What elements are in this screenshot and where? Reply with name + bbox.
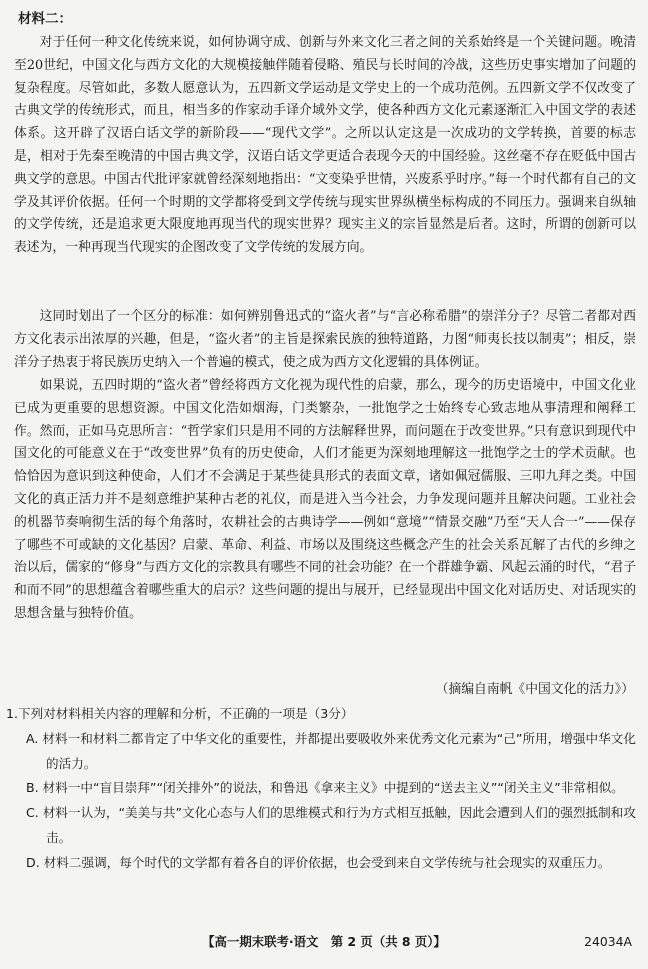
paragraph-text: 这同时划出了一个区分的标准：如何辨别鲁迅式的“盗火者”与“言必称希腊”的崇洋分子？尽管二者都对西方文化表示出浓厚的兴趣，但是，“盗火者”的主旨是探索民族的独特道路，力图“师夷长技以制夷”；相反，崇洋分子热衷于将民族历史纳入一个普遍的模式，使之成为西方文化逻辑的具体例证。 — [14, 309, 636, 370]
question-stem: 1.下列对材料相关内容的理解和分析，不正确的一项是（3分） — [6, 706, 354, 721]
option-d: D. 材料二强调，每个时代的文学都有着各自的评价依据，也会受到来自文学传统与社会现实的双重压力。 — [26, 854, 611, 870]
footer-exam-code: 24034A — [584, 934, 632, 949]
option-a: A. 材料一和材料二都肯定了中华文化的重要性，并都提出要吸收外来优秀文化元素为“己”所用，增强中华文化的活力。 — [26, 730, 636, 771]
paragraph-2 — [14, 306, 636, 374]
paragraph-text: 如果说，五四时期的“盗火者”曾经将西方文化视为现代性的启蒙，那么，现今的历史语境中，中国文化业已成为更重要的思想资源。中国文化浩如烟海，门类繁杂，一批饱学之士始终专心致志地从事清理和阐释工作。然而，正如马克思所言：“哲学家们只是用不同的方法解释世界，而问题在于改变世界。”只有意识到现代中国文化的可能意义在于“改变世界”负有的历史使命，人们才能更为深刻地理解这一批饱学之士的学术贡献。也恰恰因为意识到这种使命，人们才不会满足于某些徒具形式的表面文章，诸如佩冠儒服、三叩九拜之类。中国文化的真正活力并不是刻意维护某种古老的礼仪，而是进入当今社会，力争发现问题并且解决问题。工业社会的机器节奏响彻生活的每个角落时，农耕社会的古典诗学——例如“意境”“情景交融”乃至“天人合一”——保存了哪些不可或缺的文化基因？启蒙、革命、利益、市场以及围绕这些概念产生的社会关系瓦解了古代的乡绅之治以后，儒家的“修身”与西方文化的宗教具有哪些不同的社会功能？在一个群雄争霸、风起云涌的时代，“君子和而不同”的思想蕴含着哪些重大的启示？这些问题的提出与展开，已经显现出中国文化对话历史、对话现实的思想含量与独特价值。 — [14, 378, 636, 621]
paragraph-3 — [14, 375, 636, 626]
page-footer — [0, 930, 648, 954]
option-c: C. 材料一认为，“美美与共”文化心态与人们的思维模式和行为方式相互抵触，因此会遭到人们的强烈抵制和攻击。 — [26, 805, 636, 845]
paragraph-text: 对于任何一种文化传统来说，如何协调守成、创新与外来文化三者之间的关系始终是一个关键问题。晚清至20世纪，中国文化与西方文化的大规模接触伴随着侵略、殖民与长时间的冷战，这些历史事实增加了问题的复杂程度。尽管如此，多数人愿意认为，五四新文学运动是文学史上的一个成功范例。五四新文学不仅改变了古典文学的传统形式，而且，相当多的作家动手译介域外文学，使各种西方文化元素逐渐汇入中国文学的表述体系。这开辟了汉语白话文学的新阶段——“现代文学”。之所以认定这是一次成功的文学转换，首要的标志是，相对于先秦至晚清的中国古典文学，汉语白话文学更适合表现今天的中国经验。这丝毫不存在贬低中国古典文学的意思。中国古代批评家就曾经深刻地指出：“文变染乎世情，兴废系乎时序。”每一个时代都有自己的文学及其评价依据。任何一个时期的文学都将受到文学传统与现实世界纵横坐标构成的不同压力。强调来自纵轴的文学传统，还是追求更大限度地再现当代的现实世界？现实主义的宗旨显然是后者。这时，所谓的创新可以表述为，一种再现当代现实的企图改变了文学传统的发展方向。 — [14, 35, 636, 256]
material-title: 材料二： — [18, 11, 72, 27]
question-1 — [6, 702, 636, 876]
option-b: B. 材料一中“盲目崇拜”“闭关排外”的说法，和鲁迅《拿来主义》中提到的“送去主义”“闭关主义”非常相似。 — [26, 780, 624, 796]
source-citation: （摘编自南帆《中国文化的活力》） — [435, 682, 634, 697]
footer-page-info: 【高一期末联考·语文 第 2 页（共 8 页）】 — [202, 934, 446, 949]
paragraph-1 — [14, 32, 636, 260]
